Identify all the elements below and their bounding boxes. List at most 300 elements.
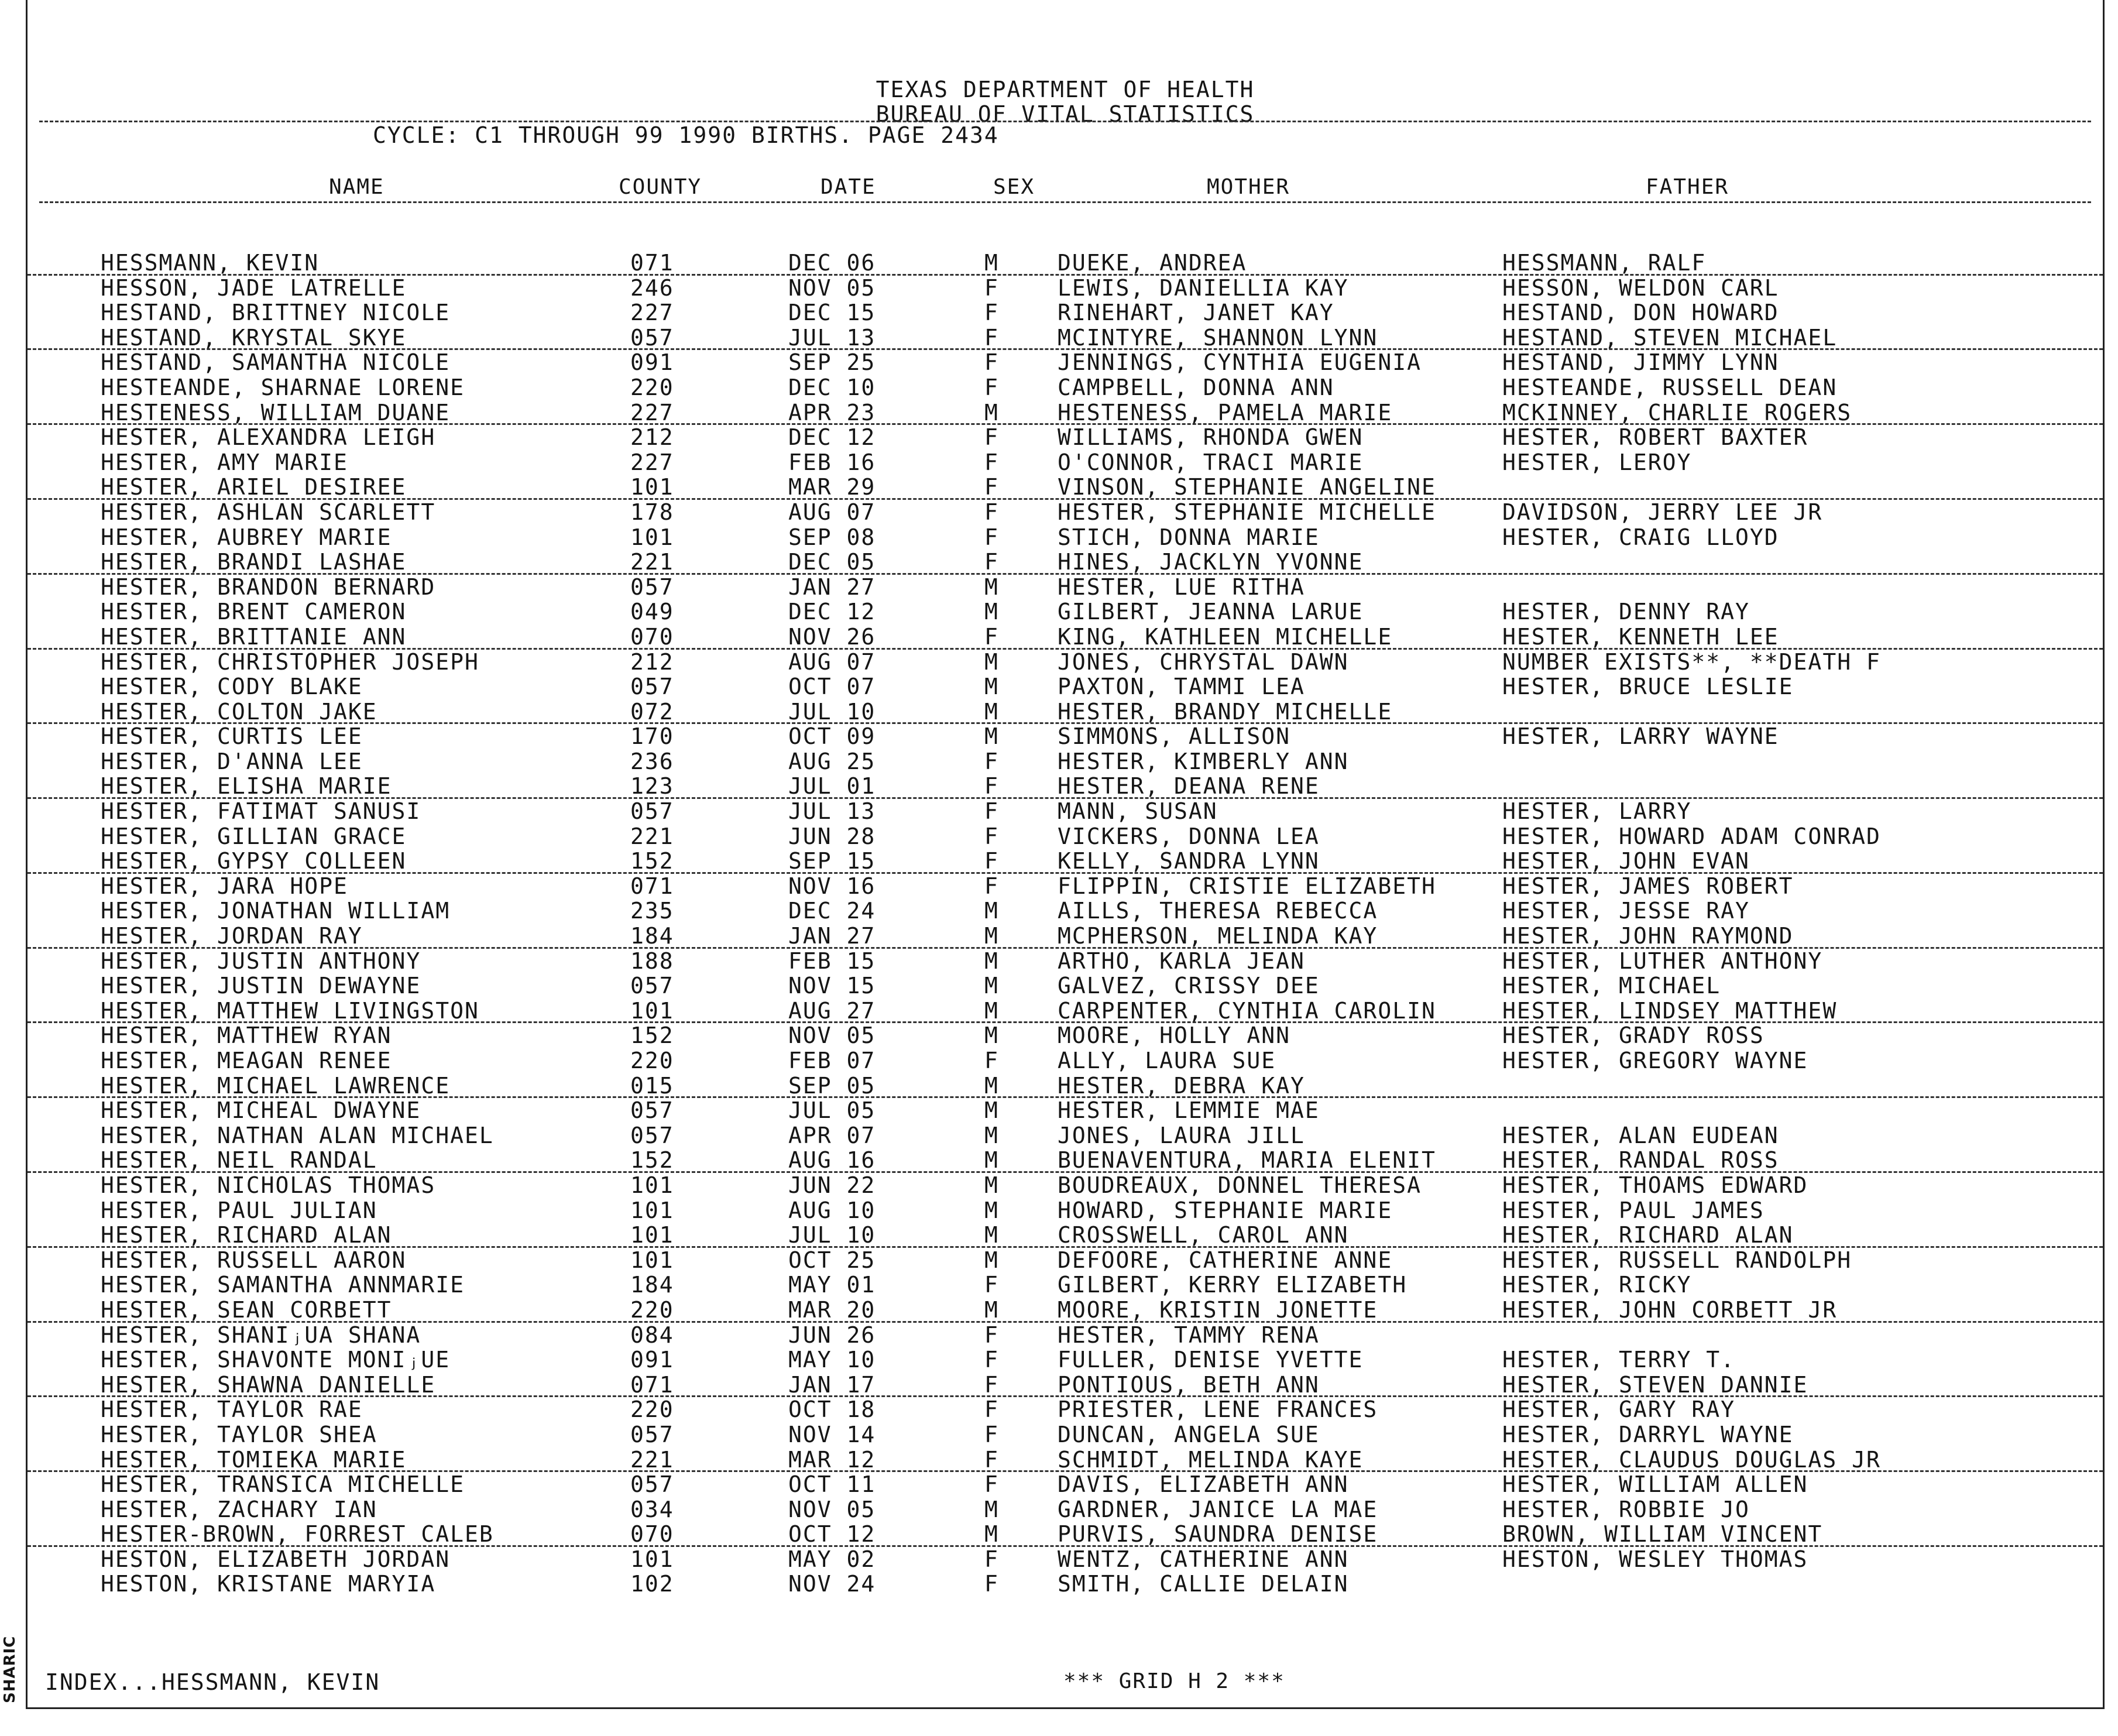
header-subtitle: BUREAU OF VITAL STATISTICS [876,101,1255,127]
record-date: JAN 27 [788,923,876,949]
record-sex: M [984,948,999,974]
record-mother: GILBERT, JEANNA LARUE [1058,599,1364,625]
record-father: HESTER, JAMES ROBERT [1502,873,1794,899]
record-county: 057 [630,1097,674,1124]
record-county: 101 [630,1222,674,1248]
record-mother: HOWARD, STEPHANIE MARIE [1058,1197,1393,1223]
record-row [28,325,2103,351]
record-date: OCT 25 [788,1247,876,1273]
record-mother: JONES, CHRYSTAL DAWN [1058,649,1349,675]
record-mother: O'CONNOR, TRACI MARIE [1058,449,1364,475]
record-date: MAR 20 [788,1296,876,1323]
record-county: 091 [630,349,674,376]
record-county: 034 [630,1496,674,1522]
record-county: 071 [630,250,674,276]
record-sex: M [984,1197,999,1223]
record-row [28,1148,2103,1173]
record-sex: M [984,973,999,999]
record-date: JUL 01 [788,773,876,800]
record-date: DEC 06 [788,250,876,276]
record-name: HESTER, JORDAN RAY [101,923,363,949]
record-date: DEC 10 [788,374,876,400]
record-county: 070 [630,623,674,650]
record-sex: F [984,324,999,351]
record-row [28,724,2103,749]
record-sex: M [984,1296,999,1323]
record-county: 071 [630,873,674,899]
record-sex: F [984,1048,999,1073]
record-date: OCT 09 [788,723,876,750]
record-county: 057 [630,574,674,600]
record-row [28,849,2103,874]
record-mother: SCHMIDT, MELINDA KAYE [1058,1446,1364,1473]
record-name: HESTER, AMY MARIE [101,449,348,475]
record-sex: F [984,300,999,326]
record-name: HESTER, AUBREY MARIE [101,524,392,550]
record-name: HESTER-BROWN, FORREST CALEB [101,1521,494,1548]
record-name: HESTER, JUSTIN DEWAYNE [101,973,421,999]
header-title: TEXAS DEPARTMENT OF HEALTH [876,77,1255,102]
record-county: 221 [630,549,674,575]
record-mother: HESTER, TAMMY RENA [1058,1322,1320,1348]
record-date: OCT 18 [788,1397,876,1423]
record-sex: M [984,997,999,1024]
record-date: AUG 16 [788,1147,876,1174]
record-mother: FLIPPIN, CRISTIE ELIZABETH [1058,873,1436,899]
record-row [28,625,2103,650]
record-name: HESTER, ZACHARY IAN [101,1496,377,1522]
header-rule [39,121,2091,122]
record-name: HESTER, PAUL JULIAN [101,1197,377,1223]
record-county: 101 [630,1546,674,1572]
record-father: HESTER, GRADY ROSS [1502,1023,1765,1049]
record-county: 084 [630,1322,674,1348]
record-row [28,425,2103,450]
record-county: 236 [630,748,674,774]
record-sex: M [984,674,999,700]
record-date: DEC 12 [788,424,876,451]
record-name: HESTER, CHRISTOPHER JOSEPH [101,649,479,675]
record-county: 057 [630,674,674,700]
record-mother: MCINTYRE, SHANNON LYNN [1058,324,1378,351]
record-name: HESTAND, BRITTNEY NICOLE [101,300,451,326]
record-name: HESTER, JONATHAN WILLIAM [101,898,451,924]
record-sex: F [984,275,999,301]
record-name: HESSON, JADE LATRELLE [101,275,407,301]
record-mother: SIMMONS, ALLISON [1058,723,1291,750]
record-county: 227 [630,300,674,326]
record-father: HESTAND, JIMMY LYNN [1502,349,1779,376]
record-mother: HINES, JACKLYN YVONNE [1058,549,1364,575]
record-name: HESTER, NEIL RANDAL [101,1147,377,1174]
record-mother: VINSON, STEPHANIE ANGELINE [1058,474,1436,500]
record-county: 057 [630,973,674,999]
record-sex: F [984,549,999,575]
record-name: HESTER, ALEXANDRA LEIGH [101,424,436,451]
record-sex: F [984,1397,999,1423]
record-date: SEP 25 [788,349,876,376]
record-name: HESTER, BRENT CAMERON [101,599,407,625]
record-date: JAN 27 [788,574,876,600]
record-sex: F [984,424,999,451]
record-date: JUL 13 [788,798,876,825]
record-mother: MANN, SUSAN [1058,798,1218,825]
record-name: HESTON, ELIZABETH JORDAN [101,1546,451,1572]
record-county: 221 [630,1446,674,1473]
record-county: 220 [630,374,674,400]
record-name: HESTER, SHANIⱼUA SHANA [101,1322,421,1348]
record-row [28,1323,2103,1348]
record-father: HESSMANN, RALF [1502,250,1707,276]
record-county: 101 [630,1247,674,1273]
record-father: HESSON, WELDON CARL [1502,275,1779,301]
record-mother: DUEKE, ANDREA [1058,250,1247,276]
record-date: OCT 07 [788,674,876,700]
record-sex: F [984,1471,999,1498]
record-row [28,500,2103,525]
record-father: HESTER, RICKY [1502,1272,1692,1298]
record-county: 049 [630,599,674,625]
record-name: HESTER, MICHEAL DWAYNE [101,1097,421,1124]
record-father: HESTAND, DON HOWARD [1502,300,1779,326]
record-row [28,1023,2103,1048]
record-name: HESTER, SHAWNA DANIELLE [101,1371,436,1398]
record-date: JUN 22 [788,1172,876,1198]
record-sex: F [984,1322,999,1348]
record-county: 101 [630,474,674,500]
record-date: DEC 24 [788,898,876,924]
record-father: HESTER, RICHARD ALAN [1502,1222,1794,1248]
record-name: HESTER, ASHLAN SCARLETT [101,499,436,525]
record-father: HESTER, KENNETH LEE [1502,623,1779,650]
record-row [28,674,2103,699]
record-date: NOV 05 [788,1023,876,1049]
record-father: HESTON, WESLEY THOMAS [1502,1546,1808,1572]
record-mother: PRIESTER, LENE FRANCES [1058,1397,1378,1423]
record-row [28,251,2103,276]
record-row [28,550,2103,575]
records-list [28,251,2103,1597]
record-father: HESTEANDE, RUSSELL DEAN [1502,374,1838,400]
record-row [28,774,2103,799]
record-name: HESTAND, KRYSTAL SKYE [101,324,407,351]
record-mother: JENNINGS, CYNTHIA EUGENIA [1058,349,1422,376]
record-father: HESTER, ROBERT BAXTER [1502,424,1808,451]
record-name: HESTER, RUSSELL AARON [101,1247,407,1273]
record-date: NOV 16 [788,873,876,899]
record-county: 072 [630,698,674,725]
record-sex: M [984,1122,999,1148]
record-mother: HESTER, LEMMIE MAE [1058,1097,1320,1124]
record-sex: M [984,1521,999,1548]
record-father: HESTER, LEROY [1502,449,1692,475]
record-sex: M [984,923,999,949]
record-father: DAVIDSON, JERRY LEE JR [1502,499,1823,525]
record-date: OCT 11 [788,1471,876,1498]
record-father: HESTER, THOAMS EDWARD [1502,1172,1808,1198]
record-sex: M [984,1496,999,1522]
record-row [28,1298,2103,1323]
record-row [28,898,2103,924]
record-county: 188 [630,948,674,974]
record-sex: M [984,1097,999,1124]
record-name: HESTEANDE, SHARNAE LORENE [101,374,465,400]
record-name: HESTER, TAYLOR SHEA [101,1421,377,1447]
record-sex: F [984,524,999,550]
record-date: JUN 26 [788,1322,876,1348]
record-name: HESTON, KRISTANE MARYIA [101,1571,436,1597]
record-father: HESTER, JOHN RAYMOND [1502,923,1794,949]
record-father: HESTER, ALAN EUDEAN [1502,1122,1779,1148]
record-name: HESTER, TOMIEKA MARIE [101,1446,407,1473]
record-name: HESTER, MICHAEL LAWRENCE [101,1072,451,1099]
record-name: HESTENESS, WILLIAM DUANE [101,399,451,426]
record-mother: DUNCAN, ANGELA SUE [1058,1421,1320,1447]
record-date: NOV 24 [788,1571,876,1597]
record-date: JUL 05 [788,1097,876,1124]
record-date: DEC 15 [788,300,876,326]
record-name: HESTER, MEAGAN RENEE [101,1048,392,1073]
record-name: HESTER, CURTIS LEE [101,723,363,750]
record-sex: F [984,1347,999,1373]
record-row [28,1472,2103,1497]
record-county: 070 [630,1521,674,1548]
record-father: HESTER, HOWARD ADAM CONRAD [1502,823,1881,849]
record-name: HESTAND, SAMANTHA NICOLE [101,349,451,376]
record-mother: CROSSWELL, CAROL ANN [1058,1222,1349,1248]
record-father: HESTER, GREGORY WAYNE [1502,1048,1808,1073]
record-date: SEP 15 [788,848,876,874]
record-sex: F [984,349,999,376]
record-county: 227 [630,399,674,426]
record-mother: PAXTON, TAMMI LEA [1058,674,1305,700]
record-mother: PURVIS, SAUNDRA DENISE [1058,1521,1378,1548]
record-county: 221 [630,823,674,849]
record-row [28,475,2103,500]
record-row [28,749,2103,774]
record-sex: F [984,798,999,825]
record-row [28,824,2103,849]
column-header-name: NAME [329,175,385,199]
record-row [28,999,2103,1024]
record-mother: MOORE, KRISTIN JONETTE [1058,1296,1378,1323]
record-row [28,973,2103,999]
record-county: 057 [630,1122,674,1148]
record-mother: RINEHART, JANET KAY [1058,300,1334,326]
record-county: 152 [630,1147,674,1174]
side-label: SHARIC [1,1635,19,1703]
record-row [28,350,2103,375]
record-mother: STICH, DONNA MARIE [1058,524,1320,550]
record-sex: F [984,1421,999,1447]
record-mother: MCPHERSON, MELINDA KAY [1058,923,1378,949]
record-father: HESTER, LARRY WAYNE [1502,723,1779,750]
record-row [28,575,2103,600]
record-row [28,949,2103,974]
record-sex: M [984,1247,999,1273]
record-county: 246 [630,275,674,301]
record-county: 227 [630,449,674,475]
record-name: HESTER, D'ANNA LEE [101,748,363,774]
record-date: DEC 05 [788,549,876,575]
record-row [28,1248,2103,1273]
record-county: 123 [630,773,674,800]
record-father: HESTER, LARRY [1502,798,1692,825]
record-county: 101 [630,1172,674,1198]
record-mother: WILLIAMS, RHONDA GWEN [1058,424,1364,451]
record-sex: F [984,873,999,899]
record-sex: F [984,1371,999,1398]
record-name: HESTER, BRANDON BERNARD [101,574,436,600]
record-row [28,450,2103,475]
record-father: HESTER, GARY RAY [1502,1397,1736,1423]
column-header-rule [39,201,2091,203]
record-date: MAY 10 [788,1347,876,1373]
record-father: HESTER, DARRYL WAYNE [1502,1421,1794,1447]
record-name: HESTER, GYPSY COLLEEN [101,848,407,874]
record-row [28,799,2103,824]
record-row [28,400,2103,426]
record-row [28,1223,2103,1248]
record-father: HESTER, RANDAL ROSS [1502,1147,1779,1174]
record-county: 184 [630,1272,674,1298]
record-name: HESTER, SHAVONTE MONIⱼUE [101,1347,451,1373]
record-mother: LEWIS, DANIELLIA KAY [1058,275,1349,301]
record-county: 057 [630,1471,674,1498]
record-name: HESTER, FATIMAT SANUSI [101,798,421,825]
grid-footer: *** GRID H 2 *** [1063,1669,1285,1693]
record-sex: F [984,1446,999,1473]
record-county: 170 [630,723,674,750]
record-father: HESTER, JOHN EVAN [1502,848,1750,874]
record-date: JUL 10 [788,1222,876,1248]
record-row [28,1447,2103,1473]
record-date: FEB 15 [788,948,876,974]
record-county: 015 [630,1072,674,1099]
record-county: 220 [630,1296,674,1323]
record-mother: HESTER, STEPHANIE MICHELLE [1058,499,1436,525]
record-row [28,525,2103,550]
record-row [28,650,2103,675]
record-mother: ARTHO, KARLA JEAN [1058,948,1305,974]
record-sex: M [984,1222,999,1248]
record-date: JUN 28 [788,823,876,849]
record-row [28,924,2103,949]
record-row [28,1048,2103,1073]
record-county: 184 [630,923,674,949]
record-county: 220 [630,1048,674,1073]
record-father: HESTER, TERRY T. [1502,1347,1736,1373]
record-father: BROWN, WILLIAM VINCENT [1502,1521,1823,1548]
column-header-sex: SEX [993,175,1035,199]
record-sex: M [984,574,999,600]
record-sex: F [984,773,999,800]
record-mother: HESTER, DEANA RENE [1058,773,1320,800]
record-mother: HESTER, BRANDY MICHELLE [1058,698,1393,725]
record-row [28,1373,2103,1398]
record-row [28,1522,2103,1547]
record-date: DEC 12 [788,599,876,625]
record-sex: M [984,898,999,924]
record-mother: GARDNER, JANICE LA MAE [1058,1496,1378,1522]
record-father: MCKINNEY, CHARLIE ROGERS [1502,399,1852,426]
record-row [28,699,2103,725]
record-father: HESTER, RUSSELL RANDOLPH [1502,1247,1852,1273]
record-date: NOV 05 [788,275,876,301]
record-row [28,276,2103,301]
record-row [28,1173,2103,1198]
record-row [28,375,2103,400]
record-county: 235 [630,898,674,924]
record-mother: JONES, LAURA JILL [1058,1122,1305,1148]
record-mother: FULLER, DENISE YVETTE [1058,1347,1364,1373]
record-sex: M [984,250,999,276]
record-county: 152 [630,848,674,874]
record-sex: M [984,698,999,725]
record-father: HESTER, PAUL JAMES [1502,1197,1765,1223]
record-row [28,1198,2103,1223]
record-county: 101 [630,524,674,550]
record-row [28,300,2103,325]
record-mother: CAMPBELL, DONNA ANN [1058,374,1334,400]
record-date: FEB 16 [788,449,876,475]
record-row [28,1073,2103,1099]
record-mother: BUENAVENTURA, MARIA ELENIT [1058,1147,1436,1174]
record-mother: HESTER, KIMBERLY ANN [1058,748,1349,774]
record-name: HESTER, GILLIAN GRACE [101,823,407,849]
record-county: 057 [630,798,674,825]
record-name: HESTER, JUSTIN ANTHONY [101,948,421,974]
record-name: HESTER, BRITTANIE ANN [101,623,407,650]
record-mother: DEFOORE, CATHERINE ANNE [1058,1247,1393,1273]
record-county: 057 [630,324,674,351]
record-mother: HESTER, DEBRA KAY [1058,1072,1305,1099]
record-county: 102 [630,1571,674,1597]
record-row [28,874,2103,899]
record-county: 212 [630,424,674,451]
record-county: 152 [630,1023,674,1049]
record-father: HESTAND, STEVEN MICHAEL [1502,324,1838,351]
record-row [28,1572,2103,1597]
record-county: 101 [630,1197,674,1223]
record-date: NOV 26 [788,623,876,650]
record-mother: DAVIS, ELIZABETH ANN [1058,1471,1349,1498]
record-date: NOV 14 [788,1421,876,1447]
record-name: HESTER, SAMANTHA ANNMARIE [101,1272,465,1298]
record-name: HESTER, COLTON JAKE [101,698,377,725]
record-mother: ALLY, LAURA SUE [1058,1048,1276,1073]
record-name: HESTER, MATTHEW LIVINGSTON [101,997,479,1024]
record-date: NOV 05 [788,1496,876,1522]
record-date: FEB 07 [788,1048,876,1073]
record-date: NOV 15 [788,973,876,999]
index-footer: INDEX...HESSMANN, KEVIN [45,1669,380,1695]
record-date: OCT 12 [788,1521,876,1548]
record-mother: PONTIOUS, BETH ANN [1058,1371,1320,1398]
record-name: HESSMANN, KEVIN [101,250,320,276]
record-date: MAY 01 [788,1272,876,1298]
record-sex: F [984,374,999,400]
column-header-county: COUNTY [619,175,702,199]
record-row [28,1272,2103,1298]
record-father: HESTER, DENNY RAY [1502,599,1750,625]
record-date: APR 23 [788,399,876,426]
record-name: HESTER, RICHARD ALAN [101,1222,392,1248]
record-row [28,1123,2103,1148]
record-date: AUG 07 [788,649,876,675]
record-row [28,1547,2103,1572]
record-father: HESTER, MICHAEL [1502,973,1721,999]
